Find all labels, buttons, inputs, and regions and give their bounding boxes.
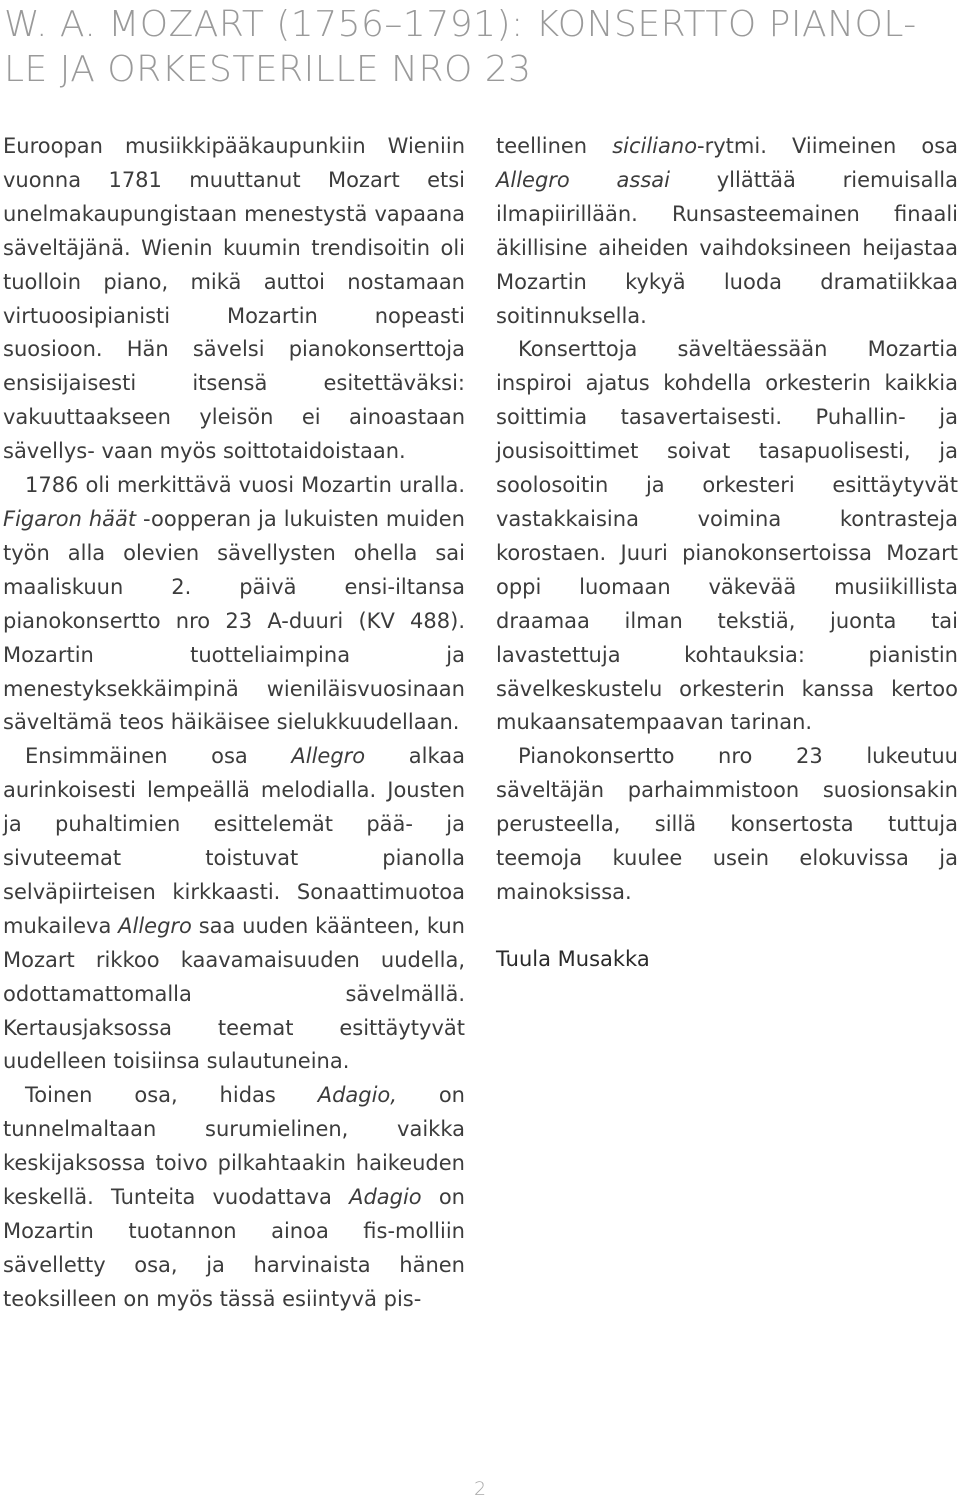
- paragraph-1786: [3, 469, 465, 740]
- italic-tempo: Allegro: [118, 913, 192, 938]
- text-run: saa uuden käänteen, kun Mozart rikkoo kaavamaisuuden uudella, odottamattomalla sävelmällä. Kertausjaksossa teemat esittäytyvät uudelleen toisiinsa sulautuneina.: [3, 913, 465, 1074]
- title-line-1: W. A. MOZART (1756–1791): KONSERTTO PIANOL-: [4, 4, 917, 45]
- text-run: teellinen: [496, 134, 613, 158]
- italic-rhythm: siciliano: [612, 134, 698, 158]
- paragraph-popularity: Pianokonsertto nro 23 lukeutuu säveltäjän parhaimmistoon suosionsakin perusteella, sillä konsertosta tuttuja teemoja kuulee usein elokuvissa ja mainoksissa.: [496, 744, 958, 904]
- text-run: on Mozartin tuotannon ainoa fis-molliin sävelletty osa, ja harvinaista hänen teoksilleen on myös tässä esiintyvä pis-: [3, 1185, 465, 1311]
- paragraph-second-movement: [3, 1079, 465, 1316]
- author-name: Tuula Musakka: [496, 946, 650, 971]
- paragraph-third-movement: [496, 130, 958, 333]
- page-number: 2: [473, 1478, 487, 1500]
- text-run: -rytmi. Viimeinen osa: [697, 134, 958, 158]
- text-run: 1786 oli merkittävä vuosi Mozartin uralla.: [25, 473, 465, 498]
- right-column: [496, 130, 958, 977]
- italic-tempo: Adagio: [349, 1185, 422, 1210]
- text-run: -oopperan ja lukuisten muiden työn alla olevien sävellysten ohella sai maaliskuun 2. päivä ensi-iltansa pianokonsertto nro 23 A-duuri (KV 488). Mozartin tuotteliaimpina ja menestyksekkäimpinä wieniläisvuosinaan säveltämä teos häikäisee sielukkuudellaan.: [3, 506, 465, 735]
- italic-tempo: Allegro assai: [496, 167, 670, 192]
- text-run: alkaa aurinkoisesti lempeällä melodialla. Jousten ja puhaltimien esittelemät pää- ja sivuteemat toistuvat pianolla selväpiirteisen kirkkaasti. Sonaattimuotoa mukaileva: [3, 744, 465, 938]
- text-run: Toinen osa, hidas: [25, 1083, 318, 1108]
- left-column: [3, 130, 465, 1317]
- text-run: yllättää riemuisalla ilmapiirillään. Runsasteemainen finaali äkillisine aiheiden vaihdoksineen heijastaa Mozartin kykyä luoda dramatiikkaa soitinnuksella.: [496, 167, 958, 328]
- italic-opera-title: Figaron häät: [3, 506, 137, 531]
- article-title: [4, 2, 954, 92]
- italic-tempo: Adagio,: [317, 1083, 397, 1108]
- paragraph-first-movement: [3, 740, 465, 1079]
- title-line-2: LE JA ORKESTERILLE NRO 23: [4, 49, 532, 90]
- paragraph-intro: Euroopan musiikkipääkaupunkiin Wieniin vuonna 1781 muuttanut Mozart etsi unelmakaupungistaan menestystä vapaana säveltäjänä. Wienin kuumin trendisoitin oli tuolloin piano, mikä auttoi nostamaan virtuoosipianisti Mozartin nopeasti suosioon. Hän sävelsi pianokonserttoja ensisijaisesti itsensä esitettäväksi: vakuuttaakseen yleisön ei ainoastaan sävellys- vaan myös soittotaidoistaan.: [3, 134, 465, 464]
- text-run: on tunnelmaltaan surumielinen, vaikka keskijaksossa toivo pilkahtaakin haikeuden keskellä. Tunteita vuodattava: [3, 1083, 465, 1210]
- paragraph-orchestra: Konserttoja säveltäessään Mozartia inspiroi ajatus kohdella orkesterin kaikkia soittimia tasavertaisesti. Puhallin- ja jousisoittimet soivat tasapuolisesti, ja soolosoitin ja orkesteri esittäytyvät vastakkaisina voimina kontrasteja korostaen. Juuri pianokonsertoissa Mozart oppi luomaan väkevää musiikillista draamaa ilman tekstiä, juonta tai lavastettuja kohtauksia: pianistin sävelkeskustelu orkesterin kanssa kertoo mukaansatempaavan tarinan.: [496, 337, 958, 735]
- italic-tempo: Allegro: [291, 744, 366, 769]
- text-run: Ensimmäinen osa: [25, 744, 292, 769]
